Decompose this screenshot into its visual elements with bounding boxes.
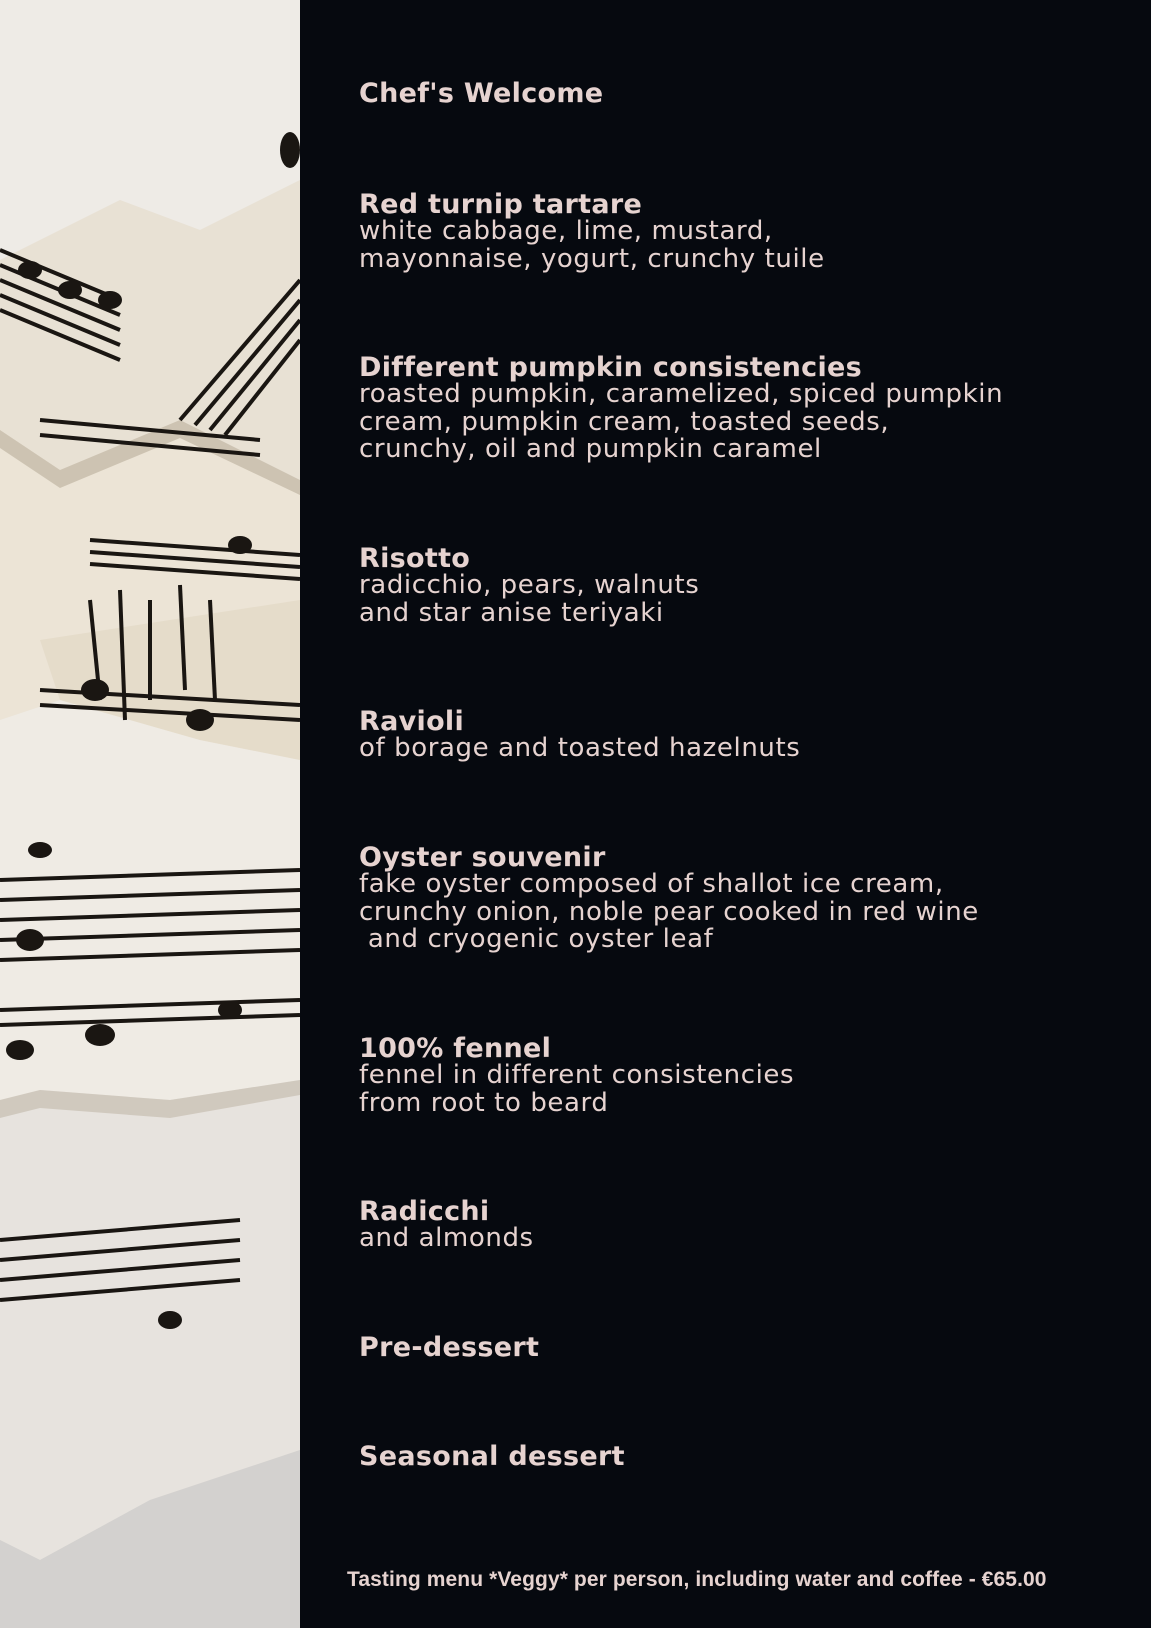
course-pre-dessert (359, 1334, 539, 1361)
course-description-line: fake oyster composed of shallot ice cream, (359, 869, 944, 899)
course-description-line: white cabbage, lime, mustard, (359, 216, 773, 246)
course-description-line: of borage and toasted hazelnuts (359, 733, 801, 763)
course-ravioli (359, 708, 800, 763)
course-title: Pre-dessert (359, 1332, 540, 1363)
course-title: Red turnip tartare (359, 189, 643, 220)
course-description-line: from root to beard (359, 1087, 609, 1118)
course-title: Different pumpkin consistencies (359, 352, 863, 383)
course-description-line: cream, pumpkin cream, toasted seeds, (359, 406, 890, 437)
course-radicchi (359, 1198, 534, 1253)
course-different-pumpkin-consistencies (359, 354, 1003, 464)
course-chefs-welcome (359, 80, 603, 107)
course-title: 100% fennel (359, 1033, 552, 1064)
course-100-fennel (359, 1035, 794, 1117)
course-title: Seasonal dessert (359, 1441, 625, 1472)
course-description-line: crunchy onion, noble pear cooked in red wine (359, 896, 979, 927)
course-description-line: radicchio, pears, walnuts (359, 570, 700, 600)
course-description-line: and cryogenic oyster leaf (359, 924, 714, 954)
course-title: Radicchi (359, 1196, 490, 1227)
course-title: Ravioli (359, 706, 465, 737)
course-description-line: mayonnaise, yogurt, crunchy tuile (359, 243, 825, 274)
course-seasonal-dessert (359, 1443, 625, 1470)
course-oyster-souvenir (359, 844, 979, 954)
course-description-line: roasted pumpkin, caramelized, spiced pumpkin (359, 379, 1004, 409)
sheet-music-photo (0, 0, 300, 1628)
course-red-turnip-tartare (359, 191, 825, 273)
course-title: Risotto (359, 543, 471, 574)
course-title: Oyster souvenir (359, 842, 606, 873)
price-footer: Tasting menu *Veggy* per person, including water and coffee - €65.00 (347, 1568, 1047, 1591)
course-description-line: fennel in different consistencies (359, 1060, 795, 1090)
course-description-line: and almonds (359, 1223, 534, 1253)
sheet-music-image (0, 0, 300, 1628)
course-title: Chef's Welcome (359, 78, 604, 109)
course-description-line: crunchy, oil and pumpkin caramel (359, 434, 822, 464)
course-description-line: and star anise teriyaki (359, 597, 664, 628)
course-risotto (359, 545, 699, 627)
